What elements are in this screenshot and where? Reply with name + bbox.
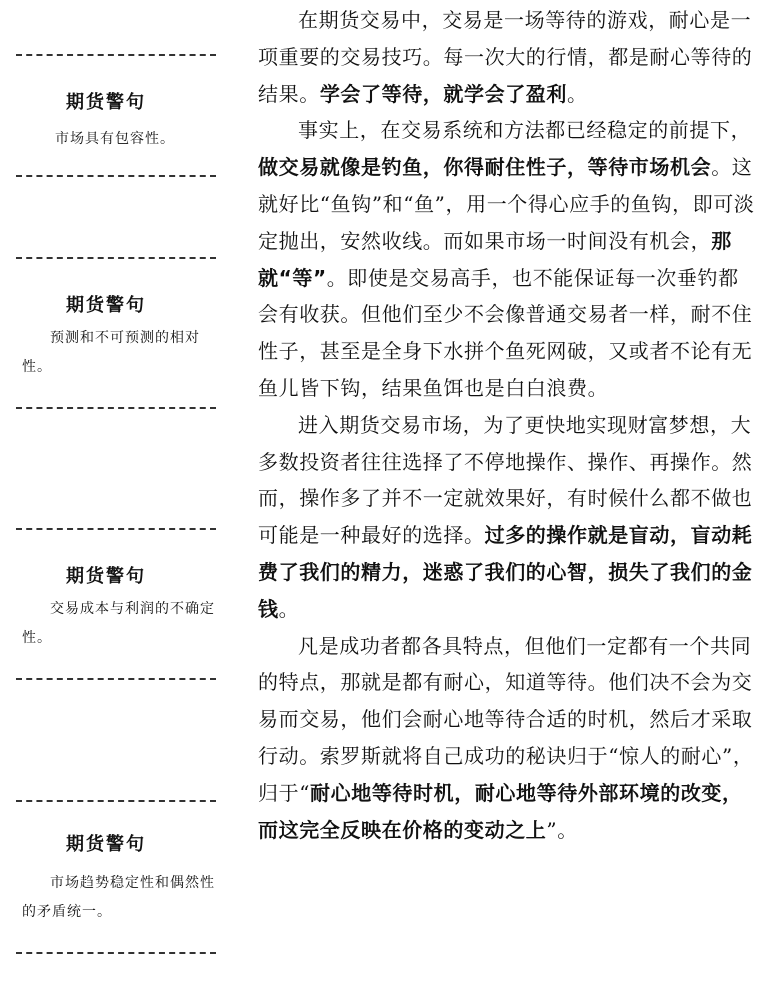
bold-emphasis: 学会了等待，就学会了盈利 xyxy=(319,81,568,106)
bold-emphasis: 那就“等” xyxy=(258,228,732,290)
divider xyxy=(16,407,216,409)
divider xyxy=(16,54,216,56)
divider xyxy=(16,257,216,259)
sidebar xyxy=(0,0,230,1004)
note-title: 期货警句 xyxy=(66,834,146,855)
note-text: 预测和不可预测的相对性。 xyxy=(22,330,200,375)
divider xyxy=(16,175,216,177)
note-title: 期货警句 xyxy=(66,92,146,113)
divider xyxy=(16,952,216,954)
divider xyxy=(16,678,216,680)
note-text: 交易成本与利润的不确定性。 xyxy=(22,601,215,646)
main-text xyxy=(258,2,758,848)
note-title: 期货警句 xyxy=(66,295,146,316)
note-text: 市场具有包容性。 xyxy=(55,131,175,147)
divider xyxy=(16,800,216,802)
paragraph: 在期货交易中，交易是一场等待的游戏，耐心是一项重要的交易技巧。每一次大的行情，都是耐心等待的结果。学会了等待，就学会了盈利。 xyxy=(258,8,753,106)
divider xyxy=(16,528,216,530)
note-title: 期货警句 xyxy=(66,566,146,587)
paragraph: 凡是成功者都各具特点，但他们一定都有一个共同的特点，那就是都有耐心，知道等待。他们决不会为交易而交易，他们会耐心地等待合适的时机，然后才采取行动。索罗斯就将自己成功的秘诀归于“惊人的耐心”，归于“耐心地等待时机，耐心地等待外部环境的改变，而这完全反映在价格的变动之上”。 xyxy=(258,633,754,842)
bold-emphasis: 做交易就像是钓鱼，你得耐住性子，等待市场机会 xyxy=(258,155,712,180)
paragraph: 事实上，在交易系统和方法都已经稳定的前提下，做交易就像是钓鱼，你得耐住性子，等待市场机会。这就好比“鱼钩”和“鱼”，用一个得心应手的鱼钩，即可淡定抛出，安然收线。而如果市场一时间没有机会，那就“等”。即使是交易高手，也不能保证每一次垂钓都会有收获。但他们至少不会像普通交易者一样，耐不住性子，甚至是全身下水拼个鱼死网破，又或者不论有无鱼儿皆下钩，结果鱼饵也是白白浪费。 xyxy=(258,118,755,400)
bold-emphasis: 耐心地等待时机，耐心地等待外部环境的改变，而这完全反映在价格的变动之上 xyxy=(258,780,743,842)
note-text: 市场趋势稳定性和偶然性的矛盾统一。 xyxy=(22,875,215,920)
paragraph: 进入期货交易市场，为了更快地实现财富梦想，大多数投资者往往选择了不停地操作、操作、再操作。然而，操作多了并不一定就效果好，有时候什么都不做也可能是一种最好的选择。过多的操作就是盲动，盲动耗费了我们的精力，迷惑了我们的心智，损失了我们的金钱。 xyxy=(258,412,753,621)
bold-emphasis: 过多的操作就是盲动，盲动耗费了我们的精力，迷惑了我们的心智，损失了我们的金钱 xyxy=(258,523,753,621)
